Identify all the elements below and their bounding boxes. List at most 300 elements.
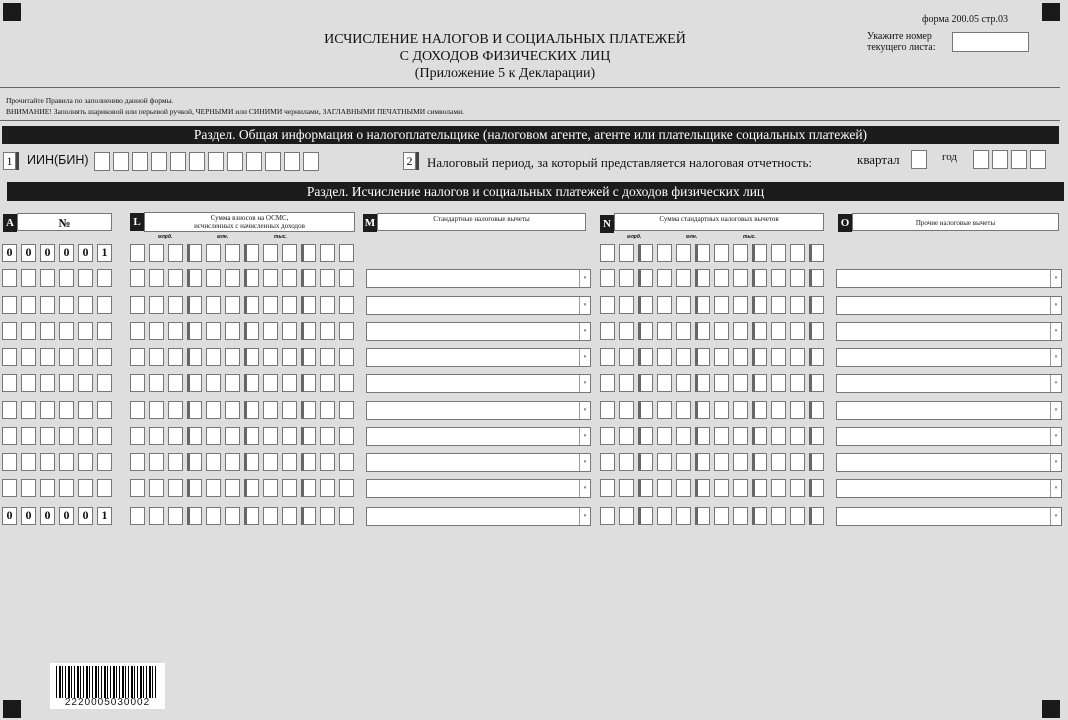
dropdown-arrow-icon[interactable]: ▾ [579,270,590,287]
osms-amount-cell[interactable] [206,479,221,497]
row-number-cell[interactable] [78,479,93,497]
osms-amount-cell[interactable] [225,374,240,392]
standard-deduction-amount-cell[interactable] [809,374,824,392]
standard-deduction-amount-cell[interactable] [771,348,786,366]
osms-amount-cell[interactable] [130,244,145,262]
standard-deduction-amount-cell[interactable] [790,322,805,340]
standard-deduction-amount-cell[interactable] [619,453,634,471]
osms-amount-cell[interactable] [339,296,354,314]
standard-deduction-amount-cell[interactable] [676,401,691,419]
standard-deduction-amount-cell[interactable] [619,374,634,392]
row-number-cell[interactable] [40,296,55,314]
osms-amount-cell[interactable] [168,296,183,314]
standard-deduction-amount-cell[interactable] [733,453,748,471]
osms-amount-cell[interactable] [339,453,354,471]
standard-deductions-select[interactable] [366,401,591,420]
osms-amount-cell[interactable] [282,427,297,445]
dropdown-arrow-icon[interactable]: ▾ [579,323,590,340]
osms-amount-cell[interactable] [301,479,316,497]
row-number-cell[interactable] [97,479,112,497]
standard-deduction-amount-cell[interactable] [714,348,729,366]
osms-amount-cell[interactable] [187,374,202,392]
osms-amount-cell[interactable] [206,453,221,471]
row-number-cell[interactable] [59,479,74,497]
osms-amount-cell[interactable] [168,479,183,497]
standard-deduction-amount-cell[interactable] [619,269,634,287]
osms-amount-cell[interactable] [130,507,145,525]
row-number-cell[interactable] [59,453,74,471]
osms-amount-cell[interactable] [244,374,259,392]
osms-amount-cell[interactable] [168,244,183,262]
row-number-cell[interactable] [2,427,17,445]
row-number-cell[interactable] [78,453,93,471]
row-number-cell[interactable]: 0 [78,244,93,262]
osms-amount-cell[interactable] [263,322,278,340]
standard-deduction-amount-cell[interactable] [790,453,805,471]
row-number-cell[interactable] [21,269,36,287]
standard-deduction-amount-cell[interactable] [619,401,634,419]
osms-amount-cell[interactable] [225,296,240,314]
standard-deductions-select[interactable] [366,507,591,526]
standard-deduction-amount-cell[interactable] [790,427,805,445]
row-number-cell[interactable] [78,296,93,314]
osms-amount-cell[interactable] [339,507,354,525]
standard-deduction-amount-cell[interactable] [714,374,729,392]
standard-deduction-amount-cell[interactable] [752,453,767,471]
standard-deduction-amount-cell[interactable] [657,479,672,497]
standard-deductions-select[interactable] [366,296,591,315]
row-number-cell[interactable] [97,401,112,419]
standard-deduction-amount-cell[interactable] [771,453,786,471]
row-number-cell[interactable] [78,322,93,340]
standard-deductions-select[interactable] [366,453,591,472]
row-number-cell[interactable] [59,322,74,340]
osms-amount-cell[interactable] [225,479,240,497]
osms-amount-cell[interactable] [149,479,164,497]
standard-deduction-amount-cell[interactable] [714,322,729,340]
row-number-cell[interactable] [40,479,55,497]
row-number-cell[interactable] [59,374,74,392]
row-number-cell[interactable] [21,374,36,392]
row-number-cell[interactable] [78,401,93,419]
row-number-cell[interactable] [21,401,36,419]
row-number-cell[interactable]: 0 [21,244,36,262]
osms-amount-cell[interactable] [282,322,297,340]
osms-amount-cell[interactable] [168,453,183,471]
standard-deduction-amount-cell[interactable] [676,244,691,262]
row-number-cell[interactable]: 0 [59,244,74,262]
standard-deductions-select[interactable] [366,348,591,367]
row-number-cell[interactable] [97,348,112,366]
other-deductions-select[interactable] [836,427,1062,446]
standard-deductions-select[interactable] [366,269,591,288]
osms-amount-cell[interactable] [301,427,316,445]
standard-deduction-amount-cell[interactable] [657,507,672,525]
standard-deduction-amount-cell[interactable] [676,374,691,392]
standard-deduction-amount-cell[interactable] [600,427,615,445]
osms-amount-cell[interactable] [339,427,354,445]
standard-deduction-amount-cell[interactable] [771,479,786,497]
standard-deduction-amount-cell[interactable] [809,401,824,419]
osms-amount-cell[interactable] [282,269,297,287]
standard-deduction-amount-cell[interactable] [695,348,710,366]
row-number-cell[interactable] [97,322,112,340]
osms-amount-cell[interactable] [339,269,354,287]
osms-amount-cell[interactable] [301,348,316,366]
standard-deduction-amount-cell[interactable] [752,479,767,497]
osms-amount-cell[interactable] [263,453,278,471]
row-number-cell[interactable] [97,269,112,287]
standard-deduction-amount-cell[interactable] [809,244,824,262]
osms-amount-cell[interactable] [244,453,259,471]
standard-deduction-amount-cell[interactable] [809,348,824,366]
standard-deduction-amount-cell[interactable] [638,479,653,497]
standard-deduction-amount-cell[interactable] [638,374,653,392]
iin-digit-cell[interactable] [189,152,205,171]
other-deductions-select[interactable] [836,322,1062,341]
standard-deduction-amount-cell[interactable] [752,427,767,445]
standard-deduction-amount-cell[interactable] [695,322,710,340]
standard-deduction-amount-cell[interactable] [809,322,824,340]
standard-deduction-amount-cell[interactable] [714,244,729,262]
osms-amount-cell[interactable] [225,507,240,525]
standard-deduction-amount-cell[interactable] [657,322,672,340]
osms-amount-cell[interactable] [301,322,316,340]
standard-deduction-amount-cell[interactable] [771,296,786,314]
osms-amount-cell[interactable] [206,269,221,287]
standard-deduction-amount-cell[interactable] [619,296,634,314]
standard-deduction-amount-cell[interactable] [600,348,615,366]
standard-deduction-amount-cell[interactable] [771,374,786,392]
standard-deduction-amount-cell[interactable] [733,374,748,392]
standard-deduction-amount-cell[interactable] [638,322,653,340]
standard-deduction-amount-cell[interactable] [619,348,634,366]
standard-deduction-amount-cell[interactable] [714,427,729,445]
osms-amount-cell[interactable] [187,453,202,471]
standard-deduction-amount-cell[interactable] [733,507,748,525]
row-number-cell[interactable] [2,322,17,340]
standard-deduction-amount-cell[interactable] [733,401,748,419]
other-deductions-select[interactable] [836,507,1062,526]
osms-amount-cell[interactable] [282,479,297,497]
row-number-cell[interactable] [21,296,36,314]
osms-amount-cell[interactable] [320,269,335,287]
standard-deduction-amount-cell[interactable] [600,374,615,392]
osms-amount-cell[interactable] [301,296,316,314]
standard-deduction-amount-cell[interactable] [790,296,805,314]
standard-deduction-amount-cell[interactable] [714,296,729,314]
other-deductions-select[interactable] [836,401,1062,420]
standard-deduction-amount-cell[interactable] [657,348,672,366]
standard-deduction-amount-cell[interactable] [809,296,824,314]
standard-deduction-amount-cell[interactable] [638,348,653,366]
osms-amount-cell[interactable] [320,507,335,525]
iin-digit-cell[interactable] [170,152,186,171]
standard-deduction-amount-cell[interactable] [638,453,653,471]
row-number-cell[interactable]: 0 [78,507,93,525]
dropdown-arrow-icon[interactable]: ▾ [1050,480,1061,497]
osms-amount-cell[interactable] [301,401,316,419]
osms-amount-cell[interactable] [206,296,221,314]
standard-deduction-amount-cell[interactable] [771,427,786,445]
row-number-cell[interactable]: 1 [97,244,112,262]
year-digit-2[interactable] [992,150,1008,169]
row-number-cell[interactable] [59,296,74,314]
osms-amount-cell[interactable] [263,296,278,314]
osms-amount-cell[interactable] [206,244,221,262]
standard-deduction-amount-cell[interactable] [733,427,748,445]
row-number-cell[interactable] [40,401,55,419]
row-number-cell[interactable] [21,322,36,340]
standard-deduction-amount-cell[interactable] [695,244,710,262]
osms-amount-cell[interactable] [187,296,202,314]
standard-deduction-amount-cell[interactable] [695,427,710,445]
standard-deduction-amount-cell[interactable] [619,322,634,340]
osms-amount-cell[interactable] [149,401,164,419]
dropdown-arrow-icon[interactable]: ▾ [579,297,590,314]
standard-deduction-amount-cell[interactable] [676,479,691,497]
osms-amount-cell[interactable] [244,296,259,314]
osms-amount-cell[interactable] [339,479,354,497]
osms-amount-cell[interactable] [225,453,240,471]
iin-digit-cell[interactable] [113,152,129,171]
standard-deduction-amount-cell[interactable] [600,296,615,314]
osms-amount-cell[interactable] [282,348,297,366]
row-number-cell[interactable] [2,296,17,314]
osms-amount-cell[interactable] [339,322,354,340]
standard-deduction-amount-cell[interactable] [771,322,786,340]
osms-amount-cell[interactable] [320,427,335,445]
osms-amount-cell[interactable] [244,348,259,366]
row-number-cell[interactable] [21,427,36,445]
standard-deduction-amount-cell[interactable] [714,401,729,419]
standard-deduction-amount-cell[interactable] [657,296,672,314]
osms-amount-cell[interactable] [168,374,183,392]
standard-deduction-amount-cell[interactable] [638,296,653,314]
osms-amount-cell[interactable] [206,322,221,340]
osms-amount-cell[interactable] [320,374,335,392]
standard-deduction-amount-cell[interactable] [695,269,710,287]
osms-amount-cell[interactable] [320,401,335,419]
row-number-cell[interactable]: 1 [97,507,112,525]
osms-amount-cell[interactable] [168,427,183,445]
standard-deduction-amount-cell[interactable] [790,348,805,366]
standard-deduction-amount-cell[interactable] [771,507,786,525]
osms-amount-cell[interactable] [320,244,335,262]
osms-amount-cell[interactable] [282,296,297,314]
standard-deduction-amount-cell[interactable] [676,453,691,471]
osms-amount-cell[interactable] [339,374,354,392]
standard-deduction-amount-cell[interactable] [657,401,672,419]
standard-deduction-amount-cell[interactable] [638,269,653,287]
standard-deduction-amount-cell[interactable] [695,374,710,392]
other-deductions-select[interactable] [836,269,1062,288]
row-number-cell[interactable] [59,348,74,366]
osms-amount-cell[interactable] [320,348,335,366]
osms-amount-cell[interactable] [263,348,278,366]
dropdown-arrow-icon[interactable]: ▾ [1050,454,1061,471]
standard-deduction-amount-cell[interactable] [790,374,805,392]
standard-deduction-amount-cell[interactable] [657,269,672,287]
osms-amount-cell[interactable] [168,401,183,419]
osms-amount-cell[interactable] [263,374,278,392]
iin-digit-cell[interactable] [246,152,262,171]
row-number-cell[interactable] [2,348,17,366]
standard-deduction-amount-cell[interactable] [657,453,672,471]
osms-amount-cell[interactable] [282,401,297,419]
osms-amount-cell[interactable] [168,507,183,525]
standard-deduction-amount-cell[interactable] [733,322,748,340]
standard-deduction-amount-cell[interactable] [695,507,710,525]
osms-amount-cell[interactable] [244,479,259,497]
row-number-cell[interactable] [97,296,112,314]
osms-amount-cell[interactable] [168,269,183,287]
row-number-cell[interactable] [2,479,17,497]
row-number-cell[interactable] [59,427,74,445]
sheet-number-input[interactable] [952,32,1029,52]
standard-deduction-amount-cell[interactable] [600,322,615,340]
row-number-cell[interactable] [78,348,93,366]
row-number-cell[interactable]: 0 [21,507,36,525]
row-number-cell[interactable]: 0 [40,507,55,525]
osms-amount-cell[interactable] [130,374,145,392]
osms-amount-cell[interactable] [206,427,221,445]
standard-deduction-amount-cell[interactable] [638,507,653,525]
osms-amount-cell[interactable] [282,244,297,262]
row-number-cell[interactable]: 0 [40,244,55,262]
osms-amount-cell[interactable] [149,427,164,445]
osms-amount-cell[interactable] [244,244,259,262]
dropdown-arrow-icon[interactable]: ▾ [1050,375,1061,392]
iin-digit-cell[interactable] [303,152,319,171]
osms-amount-cell[interactable] [206,348,221,366]
iin-digit-cell[interactable] [94,152,110,171]
standard-deduction-amount-cell[interactable] [657,244,672,262]
standard-deduction-amount-cell[interactable] [676,427,691,445]
osms-amount-cell[interactable] [187,322,202,340]
standard-deduction-amount-cell[interactable] [695,401,710,419]
standard-deduction-amount-cell[interactable] [790,401,805,419]
osms-amount-cell[interactable] [187,479,202,497]
standard-deduction-amount-cell[interactable] [619,507,634,525]
row-number-cell[interactable] [97,427,112,445]
osms-amount-cell[interactable] [301,244,316,262]
osms-amount-cell[interactable] [206,374,221,392]
osms-amount-cell[interactable] [244,427,259,445]
dropdown-arrow-icon[interactable]: ▾ [1050,349,1061,366]
osms-amount-cell[interactable] [339,348,354,366]
osms-amount-cell[interactable] [320,296,335,314]
osms-amount-cell[interactable] [263,401,278,419]
dropdown-arrow-icon[interactable]: ▾ [579,508,590,525]
osms-amount-cell[interactable] [149,348,164,366]
standard-deduction-amount-cell[interactable] [714,453,729,471]
standard-deduction-amount-cell[interactable] [657,427,672,445]
standard-deductions-select[interactable] [366,427,591,446]
standard-deduction-amount-cell[interactable] [752,348,767,366]
standard-deduction-amount-cell[interactable] [733,348,748,366]
iin-digit-cell[interactable] [132,152,148,171]
other-deductions-select[interactable] [836,296,1062,315]
osms-amount-cell[interactable] [339,401,354,419]
osms-amount-cell[interactable] [244,401,259,419]
standard-deduction-amount-cell[interactable] [676,507,691,525]
standard-deduction-amount-cell[interactable] [733,244,748,262]
standard-deduction-amount-cell[interactable] [752,296,767,314]
osms-amount-cell[interactable] [225,427,240,445]
iin-digit-cell[interactable] [227,152,243,171]
row-number-cell[interactable] [40,269,55,287]
iin-digit-cell[interactable] [265,152,281,171]
osms-amount-cell[interactable] [263,507,278,525]
osms-amount-cell[interactable] [225,401,240,419]
osms-amount-cell[interactable] [130,348,145,366]
row-number-cell[interactable] [40,453,55,471]
standard-deduction-amount-cell[interactable] [695,296,710,314]
standard-deduction-amount-cell[interactable] [619,244,634,262]
osms-amount-cell[interactable] [130,401,145,419]
osms-amount-cell[interactable] [225,269,240,287]
dropdown-arrow-icon[interactable]: ▾ [1050,508,1061,525]
standard-deduction-amount-cell[interactable] [600,453,615,471]
standard-deduction-amount-cell[interactable] [600,507,615,525]
other-deductions-select[interactable] [836,374,1062,393]
standard-deductions-select[interactable] [366,479,591,498]
year-digit-3[interactable] [1011,150,1027,169]
osms-amount-cell[interactable] [339,244,354,262]
row-number-cell[interactable] [78,269,93,287]
osms-amount-cell[interactable] [130,479,145,497]
osms-amount-cell[interactable] [282,507,297,525]
osms-amount-cell[interactable] [225,348,240,366]
osms-amount-cell[interactable] [149,244,164,262]
standard-deduction-amount-cell[interactable] [619,427,634,445]
standard-deduction-amount-cell[interactable] [638,244,653,262]
osms-amount-cell[interactable] [149,507,164,525]
standard-deduction-amount-cell[interactable] [790,479,805,497]
osms-amount-cell[interactable] [187,244,202,262]
row-number-cell[interactable] [78,374,93,392]
osms-amount-cell[interactable] [263,479,278,497]
osms-amount-cell[interactable] [149,374,164,392]
osms-amount-cell[interactable] [282,453,297,471]
standard-deduction-amount-cell[interactable] [771,401,786,419]
dropdown-arrow-icon[interactable]: ▾ [1050,428,1061,445]
standard-deduction-amount-cell[interactable] [695,479,710,497]
osms-amount-cell[interactable] [130,269,145,287]
dropdown-arrow-icon[interactable]: ▾ [579,428,590,445]
row-number-cell[interactable] [21,348,36,366]
iin-digit-cell[interactable] [284,152,300,171]
year-digit-4[interactable] [1030,150,1046,169]
standard-deductions-select[interactable] [366,322,591,341]
standard-deduction-amount-cell[interactable] [638,401,653,419]
other-deductions-select[interactable] [836,348,1062,367]
osms-amount-cell[interactable] [263,269,278,287]
standard-deduction-amount-cell[interactable] [619,479,634,497]
osms-amount-cell[interactable] [149,296,164,314]
row-number-cell[interactable] [2,374,17,392]
standard-deduction-amount-cell[interactable] [714,479,729,497]
standard-deduction-amount-cell[interactable] [676,348,691,366]
row-number-cell[interactable] [97,453,112,471]
osms-amount-cell[interactable] [168,348,183,366]
row-number-cell[interactable] [78,427,93,445]
standard-deduction-amount-cell[interactable] [600,269,615,287]
standard-deduction-amount-cell[interactable] [714,269,729,287]
osms-amount-cell[interactable] [206,401,221,419]
standard-deduction-amount-cell[interactable] [676,269,691,287]
